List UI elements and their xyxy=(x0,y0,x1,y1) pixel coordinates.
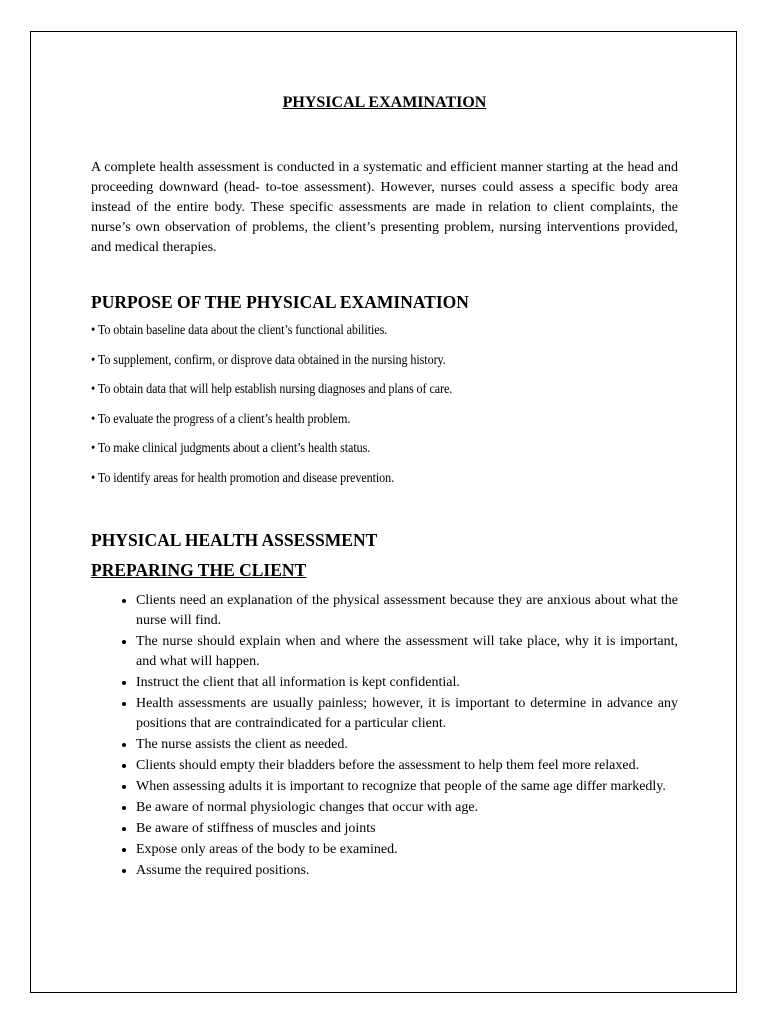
list-item: • Expose only areas of the body to be examined. xyxy=(136,839,678,860)
list-item: • Clients should empty their bladders before the assessment to help them feel more relaxed. xyxy=(136,755,678,776)
list-item: • To supplement, confirm, or disprove data obtained in the nursing history. xyxy=(91,351,446,367)
document-content xyxy=(91,92,678,881)
list-item: • Instruct the client that all information is kept confidential. xyxy=(136,672,678,693)
list-item: • To make clinical judgments about a client’s health status. xyxy=(91,440,371,456)
list-item: • Be aware of stiffness of muscles and joints xyxy=(136,818,678,839)
page-title: PHYSICAL EXAMINATION xyxy=(282,94,487,111)
list-item: • To identify areas for health promotion and disease prevention. xyxy=(91,469,395,485)
list-item: • To obtain data that will help establish nursing diagnoses and plans of care. xyxy=(91,381,453,397)
purpose-list xyxy=(91,320,678,498)
preparing-heading: PREPARING THE CLIENT xyxy=(91,559,307,580)
list-item: • Clients need an explanation of the physical assessment because they are anxious about what the nurse will find. xyxy=(136,590,678,631)
assessment-heading: PHYSICAL HEALTH ASSESSMENT xyxy=(91,529,378,550)
list-item: • The nurse assists the client as needed. xyxy=(136,734,678,755)
list-item: • The nurse should explain when and where the assessment will take place, why it is important, and what will happen. xyxy=(136,631,678,672)
list-item: • To obtain baseline data about the client’s functional abilities. xyxy=(91,322,388,337)
list-item: • To evaluate the progress of a client’s health problem. xyxy=(91,410,351,426)
preparing-list xyxy=(91,590,678,881)
purpose-heading: PURPOSE OF THE PHYSICAL EXAMINATION xyxy=(91,292,469,312)
list-item: • Assume the required positions. xyxy=(136,860,678,881)
list-item: • When assessing adults it is important to recognize that people of the same age differ markedly. xyxy=(136,776,678,797)
list-item: • Health assessments are usually painless; however, it is important to determine in advance any positions that are contraindicated for a particular client. xyxy=(136,693,678,734)
intro-paragraph: A complete health assessment is conducted in a systematic and efficient manner starting at the head and proceeding downward (head- to-toe assessment). However, nurses could assess a specific body area instead of the entire body. These specific assessments are made in relation to client complaints, the nurse’s own observation of problems, the client’s presenting problem, nursing interventions provided, and medical therapies. xyxy=(91,160,678,255)
list-item: • Be aware of normal physiologic changes that occur with age. xyxy=(136,797,678,818)
